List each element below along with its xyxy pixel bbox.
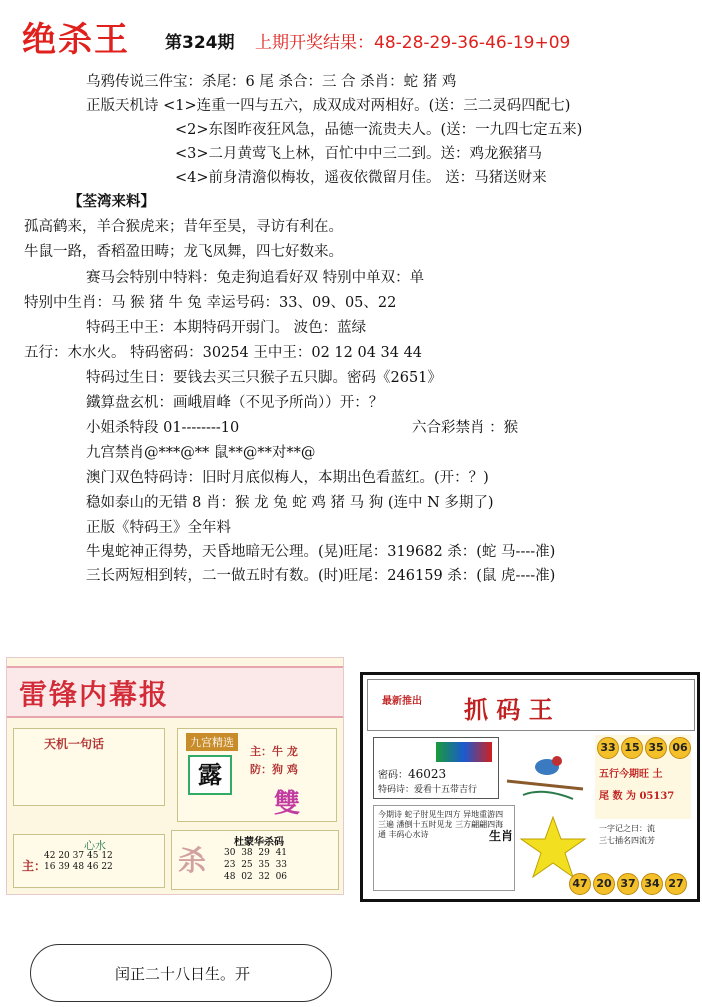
code-value: 46023 (408, 767, 447, 781)
verse-text: 今期诗 蛇子肘见生四方 异地重游四三遍 潘倒十五时见龙 三方翩翩四海通 丰码心水诗 (378, 810, 504, 839)
text-line: 九宫禁肖@***@** 鼠**@**对**@ (86, 445, 316, 461)
jiugong-main: 主：牛 龙 (250, 745, 298, 758)
text-line: <4>前身清澹似梅妆，遥夜依微留月佳。 送：马猪送财来 (175, 170, 547, 186)
tianji-box (13, 728, 165, 806)
jiugong-guard: 防：狗 鸡 (250, 763, 298, 776)
cloud-bubble (30, 944, 332, 1002)
text-line: 特码过生日：要钱去买三只猴子五只脚。密码《2651》 (86, 370, 442, 386)
xinshui-numbers: 42 20 37 45 12 16 39 48 46 22 (44, 851, 113, 872)
xinshui-label: 心水 (84, 839, 106, 852)
section-heading: 【荃湾来料】 (68, 193, 155, 210)
jiugong-char: 露 (188, 755, 232, 795)
number-ball: 15 (621, 737, 643, 759)
text-line: 三长两短相到转，二一做五时有数。(时)旺尾：246159 杀：(鼠 虎----准) (86, 568, 556, 584)
note-text-2: 三七插名四流芳 (599, 836, 655, 845)
last-result: 上期开奖结果：48-28-29-36-46-19+09 (255, 33, 571, 53)
code-box (373, 737, 499, 799)
number-ball: 35 (645, 737, 667, 759)
kill-numbers-box (171, 830, 339, 890)
issue-number: 第324期 (165, 33, 235, 53)
text-line: 小姐杀特段 01--------10 (86, 420, 240, 436)
code-label: 密码： (378, 770, 408, 781)
xinshui-main: 主： (22, 859, 47, 873)
note-text: 一字记之曰：流 (599, 824, 655, 833)
cloud-text: 闰正二十八日生。开 (115, 965, 251, 983)
text-line: 牛鬼蛇神正得势，天昏地暗无公理。(晃)旺尾：319682 杀：(蛇 马----准) (86, 544, 556, 560)
number-ball: 34 (641, 873, 663, 895)
insider-report-panel (6, 657, 344, 895)
text-line: <2>东图昨夜狂风急，品德一流贵夫人。(送：一九四七定五来) (175, 122, 583, 138)
verse-box (373, 805, 515, 891)
kill-numbers: 30 38 29 41 23 25 35 33 48 02 32 06 (224, 848, 288, 882)
panel-title: 雷锋内幕报 (19, 678, 170, 711)
kill-char: 杀 (178, 844, 207, 877)
number-ball: 33 (597, 737, 619, 759)
tail-label: 尾 数 为 (599, 791, 636, 802)
result-box (595, 735, 691, 819)
special-text: 爱看十五带吉行 (414, 785, 478, 795)
bird-illustration (503, 737, 587, 803)
tianji-title: 天机一句话 (44, 737, 105, 751)
special-label: 特码诗： (378, 785, 415, 795)
text-line: 澳门双色特码诗：旧时月底似梅人，本期出色看蓝红。(开：？) (86, 470, 489, 486)
number-ball: 47 (569, 873, 591, 895)
wuxing-label: 五行今期旺 土 (599, 769, 663, 780)
number-ball: 20 (593, 873, 615, 895)
logo-icon (436, 742, 492, 762)
text-line: <3>二月黄莺飞上林，百忙中中三二到。送：鸡龙猴猪马 (175, 146, 543, 162)
text-line: 稳如泰山的无错 8 肖：猴 龙 兔 蛇 鸡 猪 马 狗 (连中 N 多期了) (86, 495, 494, 511)
text-line: 正版《特码王》全年料 (86, 520, 231, 536)
promo-label: 最新推出 (382, 696, 422, 707)
page-title: 绝杀王 (22, 20, 130, 60)
text-line: 六合彩禁肖 ：猴 (412, 420, 519, 436)
text-line: 孤高鹤来，羊合猴虎来；昔年至昊，寻访有利在。 (24, 219, 343, 235)
text-line: 乌鸦传说三件宝：杀尾：6 尾 杀合：三 合 杀肖：蛇 猪 鸡 (86, 74, 457, 90)
text-line: 鐵算盘玄机：画峨眉峰（不见予所尚））开：？ (86, 395, 384, 411)
text-line: 特别中生肖：马 猴 猪 牛 兔 幸运号码：33、09、05、22 (24, 295, 397, 311)
jiugong-box (177, 728, 337, 822)
pick-label: 生肖 (489, 829, 514, 843)
code-king-header (367, 679, 695, 731)
text-line: 五行：木水火。 特码密码：30254 王中王：02 12 04 34 44 (24, 345, 423, 361)
number-ball: 37 (617, 873, 639, 895)
panel-header (7, 666, 343, 718)
code-king-panel (360, 672, 700, 902)
number-ball: 27 (665, 873, 687, 895)
note-box (595, 823, 691, 849)
text-line: 赛马会特别中特料：兔走狗追看好双 特别中单双：单 (86, 270, 425, 286)
text-line: 正版天机诗 <1>连重一四与五六，成双成对两相好。(送：三二灵码四配七) (86, 98, 571, 114)
tail-value: 05137 (639, 791, 675, 802)
code-king-title: 抓 码 王 (464, 695, 553, 724)
jiugong-title: 九宫精选 (186, 733, 238, 751)
text-line: 特码王中王：本期特码开弱门。 波色：蓝绿 (86, 320, 367, 336)
shuang-char: 雙 (274, 789, 301, 819)
number-ball: 06 (669, 737, 691, 759)
kill-title: 杜蒙华杀码 (234, 837, 284, 848)
text-line: 牛鼠一路，香稻盈田畴；龙飞凤舞，四七好数来。 (24, 244, 343, 260)
xinshui-box (13, 834, 165, 888)
